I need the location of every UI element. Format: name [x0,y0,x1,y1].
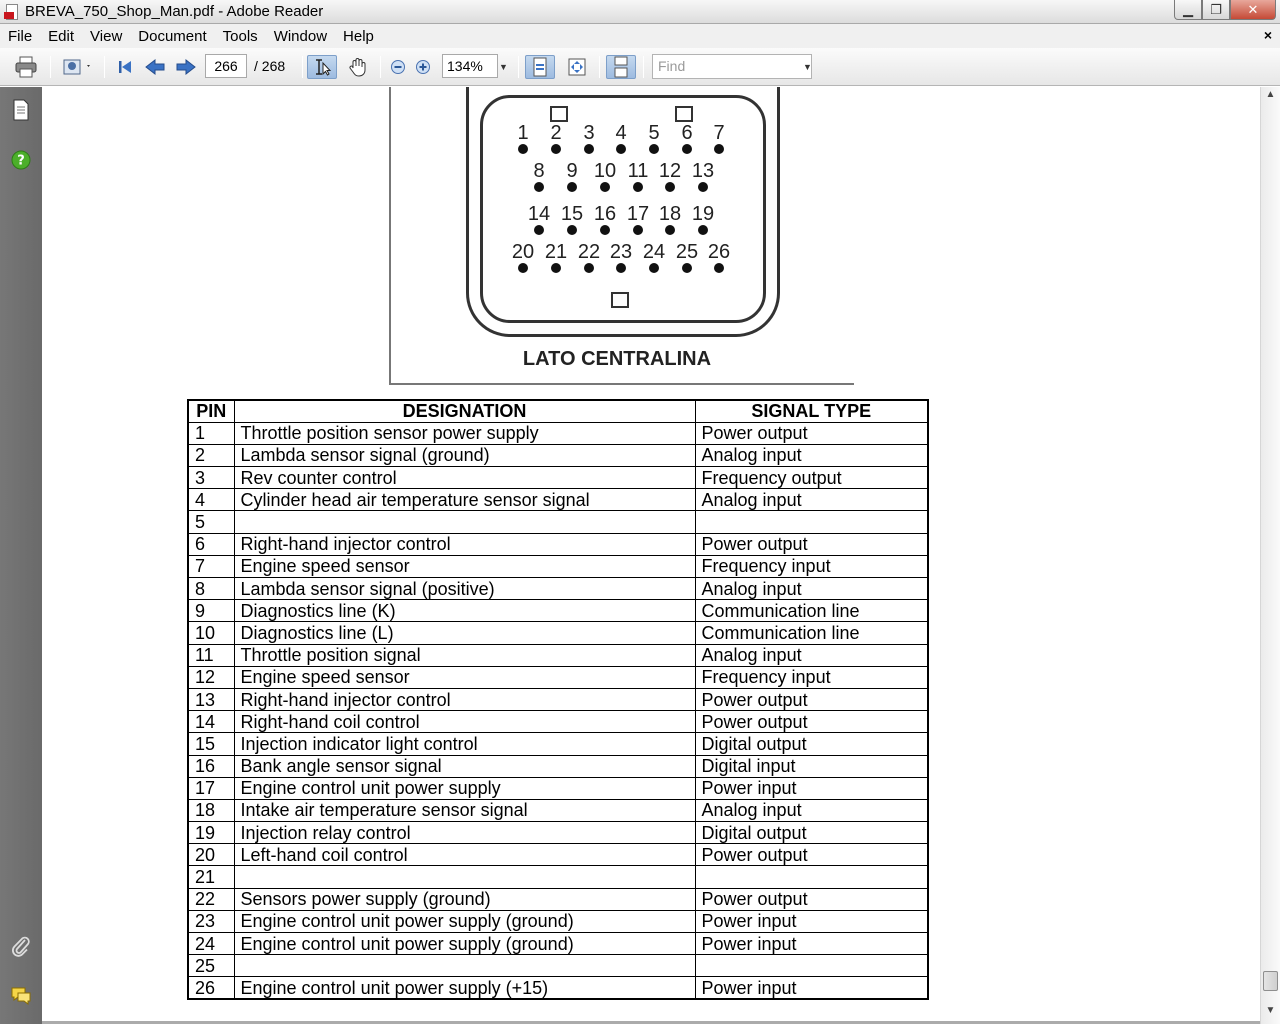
menu-help[interactable]: Help [343,27,374,45]
pin-label: 5 [648,122,660,144]
window-controls [1174,0,1276,20]
connector-notch [611,292,629,308]
cell-signal-type: Analog input [695,644,928,666]
close-document-button[interactable]: × [1263,27,1272,43]
pin-label: 18 [658,203,682,225]
paperclip-icon [11,935,31,957]
menu-view[interactable]: View [90,27,123,45]
scrolling-mode-button[interactable] [606,55,636,79]
table-row [188,955,928,977]
table-row [188,844,928,866]
pin-label: 9 [566,160,578,182]
cell-designation: Right-hand coil control [234,711,695,733]
page-total: / 268 [254,58,286,74]
cell-pin: 17 [188,777,234,799]
cell-pin: 14 [188,711,234,733]
collaborate-icon [61,56,93,78]
pin-contact [534,225,544,235]
cell-signal-type: Power output [695,688,928,710]
hand-tool-button[interactable] [343,55,373,79]
menu-edit[interactable]: Edit [48,27,75,45]
cell-pin: 26 [188,977,234,999]
cell-designation: Throttle position signal [234,644,695,666]
fit-page-icon [531,57,549,77]
cell-signal-type: Power input [695,933,928,955]
pin-label: 3 [583,122,595,144]
cell-signal-type: Frequency input [695,666,928,688]
pin-contact [567,225,577,235]
pin-contact [600,225,610,235]
cell-designation: Engine control unit power supply (ground) [234,910,695,932]
find-input[interactable]: Find [652,54,812,79]
header-pin: PIN [188,400,234,422]
pin-label: 16 [593,203,617,225]
pin-label: 19 [691,203,715,225]
header-signal-type: SIGNAL TYPE [695,400,928,422]
pin-contact [698,182,708,192]
cell-designation: Engine control unit power supply [234,777,695,799]
cell-signal-type: Power output [695,844,928,866]
cell-pin: 7 [188,555,234,577]
cell-pin: 5 [188,511,234,533]
cell-designation: Injection indicator light control [234,733,695,755]
navigation-pane [0,87,42,1024]
pin-contact [665,182,675,192]
vertical-scrollbar[interactable] [1260,87,1280,1024]
previous-page-button[interactable] [142,55,168,79]
pdf-app-icon [4,4,20,20]
table-row [188,910,928,932]
table-row [188,977,928,999]
cell-designation: Right-hand injector control [234,688,695,710]
fit-width-icon [567,57,587,77]
table-header-row [188,400,928,422]
cell-designation: Left-hand coil control [234,844,695,866]
pin-contact [551,263,561,273]
pin-contact [600,182,610,192]
pin-label: 1 [517,122,529,144]
table-row [188,422,928,444]
continuous-pages-icon [612,56,630,78]
cell-signal-type: Frequency input [695,555,928,577]
find-dropdown-chevron-icon[interactable]: ▼ [803,62,812,72]
pages-panel-button[interactable] [10,99,32,121]
close-window-button[interactable]: ✕ [1230,0,1276,20]
pin-contact [714,263,724,273]
cell-pin: 11 [188,644,234,666]
cell-designation: Right-hand injector control [234,533,695,555]
table-row [188,711,928,733]
pin-contact [518,144,528,154]
pin-label: 11 [627,160,649,182]
pages-icon [12,99,30,121]
cell-designation: Throttle position sensor power supply [234,422,695,444]
document-view[interactable] [42,87,1260,1021]
cell-designation [234,955,695,977]
cell-designation [234,511,695,533]
table-row [188,644,928,666]
cell-designation: Engine control unit power supply (ground) [234,933,695,955]
full-screen-button[interactable] [562,55,592,79]
cell-designation: Engine speed sensor [234,666,695,688]
first-page-icon [116,58,134,76]
cell-signal-type: Communication line [695,622,928,644]
cell-signal-type: Power output [695,711,928,733]
menu-window[interactable]: Window [273,27,328,45]
cell-pin: 6 [188,533,234,555]
print-button[interactable] [12,55,40,79]
cell-signal-type: Digital output [695,822,928,844]
pin-label: 10 [593,160,617,182]
pin-contact [534,182,544,192]
cell-designation: Sensors power supply (ground) [234,888,695,910]
cell-signal-type: Power input [695,977,928,999]
attachments-panel-button[interactable] [10,935,32,957]
cell-signal-type: Power output [695,888,928,910]
select-text-icon [312,57,332,77]
pin-label: 4 [615,122,627,144]
svg-text:?: ? [17,153,25,169]
table-row [188,511,928,533]
cell-pin: 8 [188,578,234,600]
pin-contact [649,144,659,154]
help-panel-button[interactable] [10,149,32,171]
scroll-down-icon[interactable]: ▼ [1265,1005,1276,1016]
table-row [188,533,928,555]
cell-signal-type: Power output [695,533,928,555]
cell-pin: 18 [188,799,234,821]
cell-pin: 10 [188,622,234,644]
cell-signal-type [695,511,928,533]
table-row [188,666,928,688]
scrollbar-thumb[interactable] [1263,971,1278,991]
next-page-button[interactable] [173,55,199,79]
collaborate-button[interactable] [58,55,96,79]
cell-pin: 2 [188,444,234,466]
window-title: BREVA_750_Shop_Man.pdf - Adobe Reader [25,3,324,20]
pin-contact [584,144,594,154]
pin-label: 13 [691,160,715,182]
pin-contact [518,263,528,273]
cell-designation: Engine control unit power supply (+15) [234,977,695,999]
pin-label: 8 [533,160,545,182]
cell-pin: 1 [188,422,234,444]
cell-signal-type: Analog input [695,799,928,821]
cell-designation: Bank angle sensor signal [234,755,695,777]
pin-label: 6 [681,122,693,144]
pin-contact [682,144,692,154]
pin-label: 12 [658,160,682,182]
cell-signal-type: Digital input [695,755,928,777]
figure-caption: LATO CENTRALINA [522,348,712,370]
cell-designation: Rev counter control [234,467,695,489]
fit-page-button[interactable] [525,55,555,79]
pin-contact [698,225,708,235]
cell-designation: Diagnostics line (L) [234,622,695,644]
cell-pin: 15 [188,733,234,755]
cell-designation: Intake air temperature sensor signal [234,799,695,821]
table-row [188,489,928,511]
cell-signal-type [695,866,928,888]
cell-signal-type: Analog input [695,444,928,466]
menu-document[interactable]: Document [138,27,207,45]
pin-label: 17 [626,203,650,225]
cell-pin: 19 [188,822,234,844]
pin-contact [649,263,659,273]
cell-pin: 21 [188,866,234,888]
pin-label: 7 [713,122,725,144]
cell-signal-type: Digital output [695,733,928,755]
cell-signal-type: Frequency output [695,467,928,489]
table-row [188,444,928,466]
toolbar [0,48,1280,86]
cell-pin: 22 [188,888,234,910]
arrow-right-icon [175,58,197,76]
table-row [188,799,928,821]
cell-signal-type [695,955,928,977]
cell-pin: 25 [188,955,234,977]
cell-designation: Lambda sensor signal (ground) [234,444,695,466]
comments-icon [10,986,32,1006]
pin-contact [584,263,594,273]
minimize-button[interactable]: ▁ [1174,0,1202,20]
pin-assignment-table [187,399,929,1000]
pin-label: 23 [609,241,633,263]
cell-pin: 23 [188,910,234,932]
table-row [188,622,928,644]
zoom-in-button[interactable] [412,55,434,79]
hand-icon [347,56,369,78]
cell-signal-type: Power output [695,422,928,444]
cell-pin: 3 [188,467,234,489]
connector-notch [550,106,568,122]
scroll-up-icon[interactable]: ▲ [1265,89,1276,100]
pin-label: 24 [642,241,666,263]
menu-file[interactable]: File [8,27,33,45]
pin-label: 22 [577,241,601,263]
cell-signal-type: Analog input [695,489,928,511]
zoom-dropdown-chevron-icon[interactable]: ▼ [499,62,508,72]
pin-contact [551,144,561,154]
table-row [188,866,928,888]
cell-signal-type: Communication line [695,600,928,622]
table-row [188,467,928,489]
cell-designation: Diagnostics line (K) [234,600,695,622]
pin-label: 21 [544,241,568,263]
page-number-input[interactable]: 266 [205,54,247,78]
cell-designation: Lambda sensor signal (positive) [234,578,695,600]
pin-contact [714,144,724,154]
table-row [188,733,928,755]
cell-pin: 9 [188,600,234,622]
table-row [188,578,928,600]
zoom-level-input[interactable]: 134% [442,54,498,78]
pin-contact [682,263,692,273]
pin-label: 25 [675,241,699,263]
cell-pin: 4 [188,489,234,511]
help-icon [11,150,31,170]
arrow-left-icon [144,58,166,76]
header-designation: DESIGNATION [234,400,695,422]
title-bar [0,0,1280,24]
comments-panel-button[interactable] [10,985,32,1007]
pin-label: 15 [560,203,584,225]
pin-contact [633,225,643,235]
connector-notch [675,106,693,122]
zoom-out-icon [390,59,406,75]
menu-tools[interactable]: Tools [222,27,258,45]
restore-button[interactable]: ❐ [1202,0,1230,20]
cell-designation [234,866,695,888]
cell-pin: 16 [188,755,234,777]
table-row [188,933,928,955]
pin-contact [633,182,643,192]
table-row [188,822,928,844]
table-row [188,688,928,710]
cell-pin: 13 [188,688,234,710]
pin-contact [567,182,577,192]
printer-icon [14,56,38,78]
cell-signal-type: Analog input [695,578,928,600]
pin-label: 2 [550,122,562,144]
cell-designation: Engine speed sensor [234,555,695,577]
first-page-button[interactable] [113,55,137,79]
cell-signal-type: Power input [695,777,928,799]
zoom-in-icon [415,59,431,75]
menu-bar [0,24,1280,48]
cell-designation: Cylinder head air temperature sensor signal [234,489,695,511]
table-row [188,888,928,910]
table-row [188,600,928,622]
table-row [188,777,928,799]
table-row [188,555,928,577]
table-row [188,755,928,777]
cell-signal-type: Power input [695,910,928,932]
pin-label: 26 [707,241,731,263]
zoom-out-button[interactable] [387,55,409,79]
pin-label: 20 [511,241,535,263]
pin-contact [665,225,675,235]
pin-contact [616,263,626,273]
pin-label: 14 [527,203,551,225]
cell-pin: 24 [188,933,234,955]
pin-contact [616,144,626,154]
cell-pin: 20 [188,844,234,866]
cell-pin: 12 [188,666,234,688]
select-tool-button[interactable] [307,55,337,79]
cell-designation: Injection relay control [234,822,695,844]
